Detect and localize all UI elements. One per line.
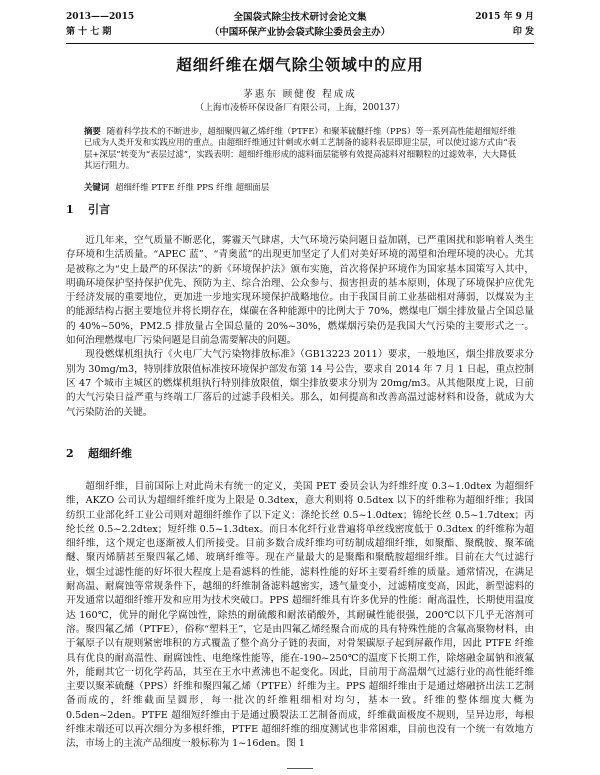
keywords-label: 关键词 [84, 182, 110, 192]
keywords-text: 超细纤维 PTFE 纤维 PPS 纤维 超细面层 [115, 182, 270, 192]
section-number: 2 [66, 447, 74, 460]
running-header [66, 10, 534, 44]
section-number: 1 [66, 203, 74, 216]
abstract-label: 摘要 [84, 126, 101, 136]
paragraph: 超细纤维，目前国际上对此尚未有统一的定义，美国 PET 委员会认为纤维纤度 0.3~1.0dtex 为超细纤维，AKZO 公司认为超细纤维纤度为上限是 0.3dtex，意大利则将 0.5dtex 以下的纤维称为超细纤维；我国纺织工业部化纤工业公司则对超细纤维作了以下定义：涤纶长丝 0.5~1.0dtex；锦纶长丝 0.5~1.7dtex；丙纶长丝 0.5~2.2dtex；短纤维 0.5~1.3dtex。而日本化纤行业普遍将单丝线密度低于 0.3dtex 的纤维称为超细纤维，这个规定也逐渐被人们所接受。目前多数合成纤维均可纺制成超细纤维，如聚酯、聚酰胺、聚苯硫醚、聚丙烯腈甚至聚四氟乙烯、玻璃纤维等。现在产量最大的是聚酯和聚酰胺超细纤维。目前在大气过滤行业，烟尘过滤性能的好坏很大程度上是看滤料的性能，滤料性能的好坏主要看纤维的质量。通常情况，在满足耐高温、耐腐蚀等常规条件下，越细的纤维制备滤料越密实，透气量变小，过滤精度变高，因此，新型滤料的开发通常以超细纤维开发和应用为技术突破口。PPS 超细纤维具有许多优异的性能：耐高温性，长期使用温度达 160℃，优异的耐化学腐蚀性，除热的耐硫酸和耐浓硝酸外，其耐碱性能很强，200℃以下几乎无溶剂可溶。聚四氟乙烯（PTFE），俗称“塑料王”，它是由四氟乙烯经聚合而成的具有特殊性能的含氟高聚物材料，由于氟原子以有规则紧密堆积的方式覆盖了整个高分子链的表面，对骨架碳原子起到屏蔽作用，因此 PTFE 纤维具有优良的耐高温性、耐腐蚀性、电绝缘性能等，能在-190~250℃的温度下长期工作，除熔融金属钠和液氟外，能耐其它一切化学药品，其至在王水中煮沸也不起变化。因此，目前用于高温烟气过滤行业的高性能纤维主要以聚苯硫醚（PPS）纤维和聚四氟乙烯（PTFE）纤维为主。PPS 超细纤维由于是通过熔融挤出法工艺制备而成的，纤维截面呈圆形，每一批次的纤维粗细相对均匀，基本一致。纤维的整体细度大概为 0.5den~2den。PTFE 超细短纤维由于是通过膜裂法工艺制备而成，纤维截面极度不规则，呈异边形，每根纤维末端还可以再次细分为多根纤维，PTFE 超细纤维的细度测试也非常困难，目前也没有一个统一有效地方法，市场上的主流产品细度一般标称为 1~16den。图 1 [66, 481, 534, 750]
keywords [84, 182, 516, 193]
header-print-date: 2015 年 9 月 [475, 12, 534, 22]
section-heading-1 [66, 201, 110, 217]
paragraph: 近几年来，空气质量不断恶化，雾霾天气肆虐，大气环境污染问题日益加剧，已严重困扰和影响着人类生存环境和生活质量。“APEC 蓝”、“青奥蓝”的出现更加坚定了人们对美好环境的渴望和治理环境的决心。尤其是被称之为“史上最严的环保法”的新《环境保护法》颁布实施，首次将保护环境作为国家基本国策写入其中，明确环境保护坚持保护优先、预防为主、综合治理、公众参与、损害担责的基本原则，体现了环境保护应优先于经济发展的重要地位，更加进一步地实现环境保护战略地位。由于我国目前工业基础相对薄弱，以煤炭为主的能源结构占据主要地位并将长期存在，煤碳在各种能源中的比例大于 70%，燃煤电厂烟尘排放量占全国总量的 40%~50%，PM2.5 排放量占全国总量的 20%~30%，燃煤烟污染仍是我国大气污染的主要形式之一。如何治理燃煤电厂污染问题是目前急需要解决的问题。 [66, 235, 534, 347]
paper-authors: 茅惠东 顾健俊 程成成 [243, 89, 357, 100]
abstract-text: 随着科学技术的不断进步，超细聚四氟乙烯纤维（PTFE）和聚苯硫醚纤维（PPS）等一系列高性能超细短纤维已成为人类开发和实践应用的重点。由超细纤维通过针刺或水刺工艺制备的滤料表层即迎尘层，可以使过滤方式由“表层+深层”转变为“表层过滤”，实践表明：超细纤维形成的滤料面层能够有效提高滤料对细颗粒的过滤效率，大大降低其运行阻力。 [84, 126, 516, 171]
header-rule [66, 43, 534, 44]
paper-affiliation: （上海市凌桥环保设备厂有限公司，上海，200137） [195, 103, 405, 113]
section-title: 引言 [88, 203, 110, 216]
page-number-mark [287, 768, 313, 773]
paper-title: 超细纤维在烟气除尘领域中的应用 [176, 55, 424, 74]
header-center [66, 10, 534, 40]
header-proceedings-title: 全国袋式除尘技术研讨会论文集 [233, 12, 367, 23]
header-organizer: （中国环保产业协会袋式除尘委员会主办） [209, 27, 391, 38]
section-heading-2 [66, 445, 132, 461]
section-title: 超细纤维 [88, 447, 132, 460]
header-date-range: 2013——2015 [66, 12, 135, 22]
paragraph: 现役燃煤机组执行《火电厂大气污染物排放标准》（GB13223 2011）要求，一般地区，烟尘排放要求分别为 30mg/m3，特别排放限值标准按环境保护部发布第 14 号公告，要求自 2014 年 7 月 1 日起，重点控制区 47 个城市主城区的燃煤机组执行特别排放限值，烟尘排放要求分别为 20mg/m3。从其他限度上说，日前的大气污染日益严重与终端工厂落后的过滤手段相关。那么，如何提高和改善高温过滤材料和设备，就成为大气污染防治的关键。 [66, 349, 534, 418]
section-1-body [66, 234, 534, 420]
header-issue: 第 十 七 期 [66, 27, 112, 37]
abstract [84, 126, 516, 172]
section-2-body [66, 480, 534, 752]
header-print-label: 印 发 [512, 27, 534, 37]
header-right [475, 10, 534, 40]
